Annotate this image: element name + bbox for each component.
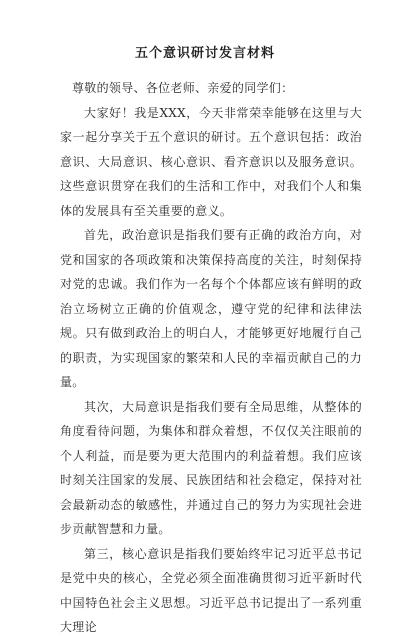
paragraph-overall-awareness: 其次，大局意识是指我们要有全局思维，从整体的角度看待问题，为集体和群众着想，不仅仅关注眼前的个人利益，而是要为更大范围内的利益着想。我们应该时刻关注国家的发展、民族团结和社会稳定，保持对社会最新动态的敏感性，并通过自己的努力为实现社会进步贡献智慧和力量。	[60, 399, 362, 536]
document-title: 五个意识研讨发言材料	[134, 46, 275, 61]
paragraph-intro: 大家好！我是XXX，今天非常荣幸能够在这里与大家一起分享关于五个意识的研讨。五个意识包括：政治意识、大局意识、核心意识、看齐意识以及服务意识。这些意识贯穿在我们的生活和工作中，对我们个人和集体的发展具有至关重要的意义。	[60, 105, 362, 218]
salutation: 尊敬的领导、各位老师、亲爱的同学们：	[72, 81, 294, 95]
paragraph-political-awareness: 首先，政治意识是指我们要有正确的政治方向，对党和国家的各项政策和决策保持高度的关注，时刻保持对党的忠诚。我们作为一名每个个体都应该有鲜明的政治立场树立正确的价值观念，遵守党的纪律和法律法规。只有做到政治上的明白人，才能够更好地履行自己的职责，为实现国家的繁荣和人民的幸福贡献自己的力量。	[60, 228, 362, 389]
document-body	[60, 76, 362, 640]
paragraph-core-awareness: 第三，核心意识是指我们要始终牢记习近平总书记是党中央的核心，全党必须全面准确贯彻习近平新时代中国特色社会主义思想。习近平总书记提出了一系列重大理论	[60, 546, 362, 634]
